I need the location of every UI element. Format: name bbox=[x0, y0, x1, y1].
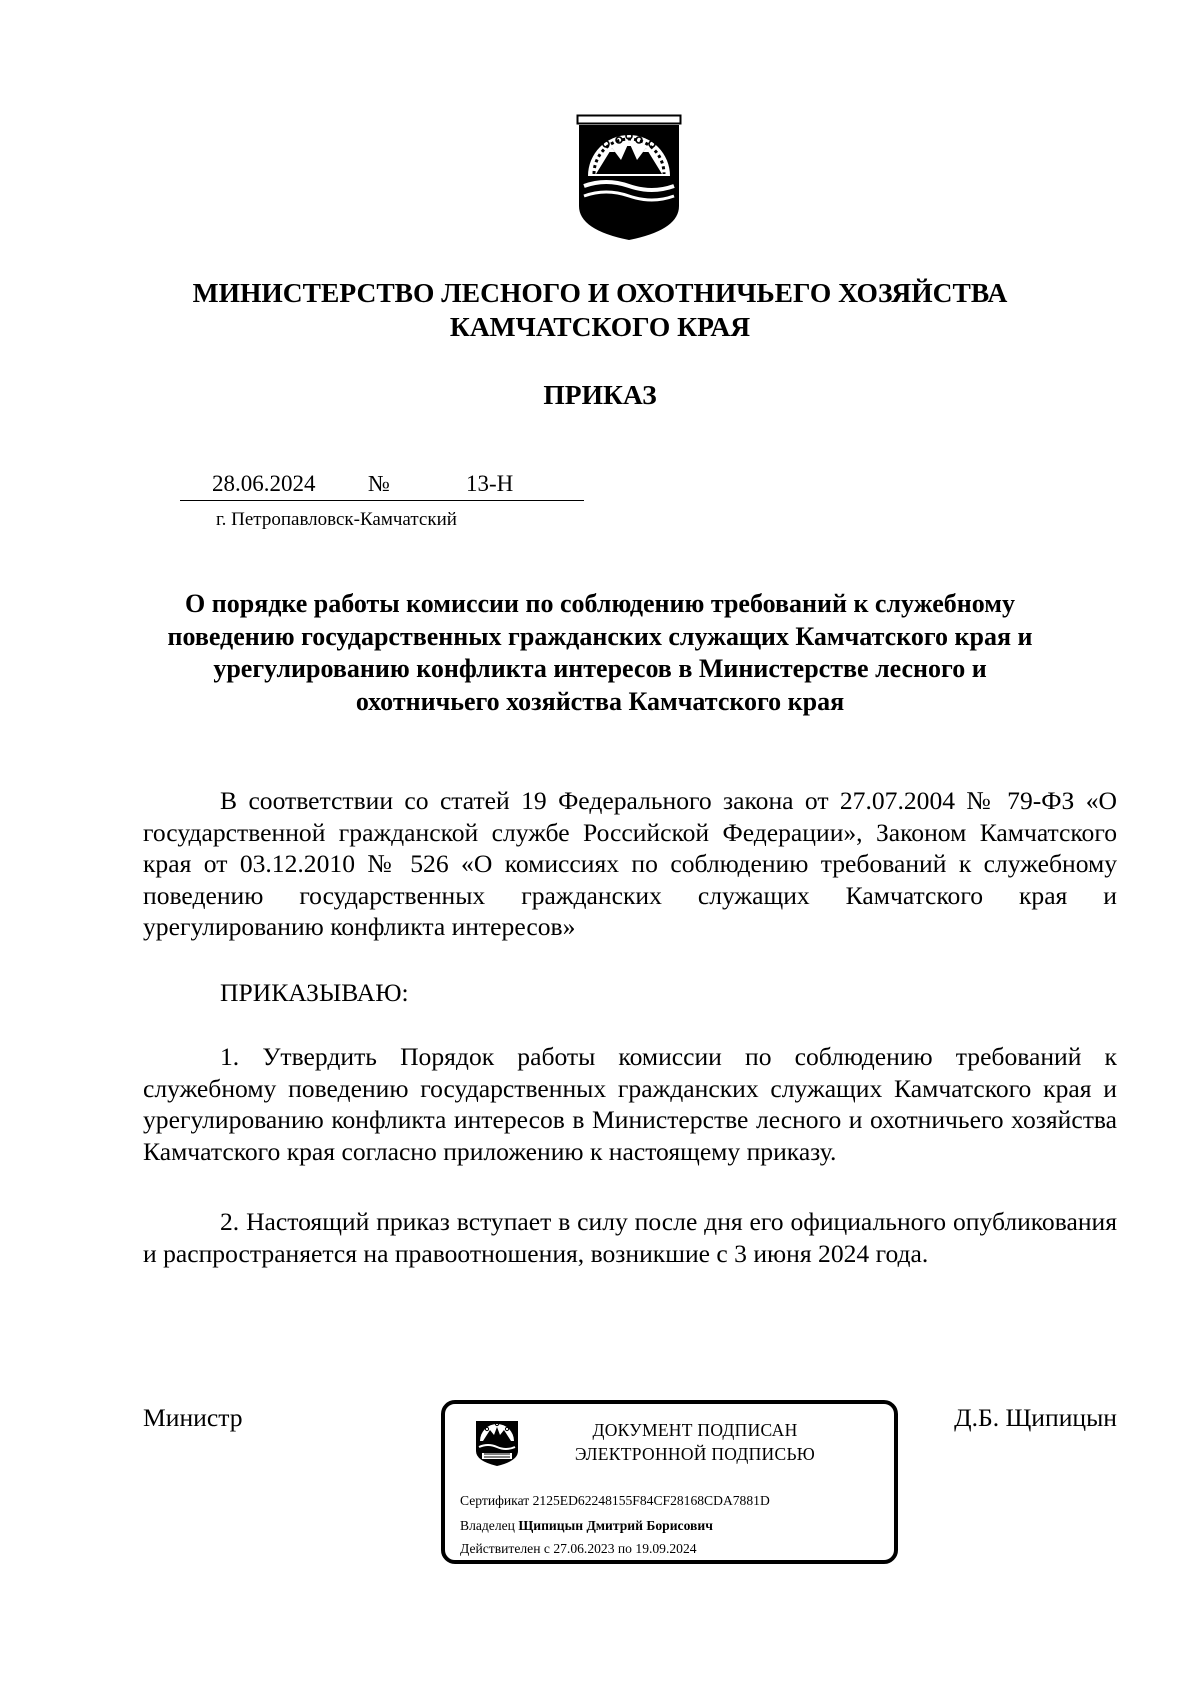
owner-value: Щипицын Дмитрий Борисович bbox=[518, 1518, 713, 1533]
ministry-name-line1: МИНИСТЕРСТВО ЛЕСНОГО И ОХОТНИЧЬЕГО ХОЗЯЙСТВА bbox=[192, 277, 1008, 308]
stamp-title-line1: ДОКУМЕНТ ПОДПИСАН bbox=[592, 1420, 798, 1440]
valid-to: 19.09.2024 bbox=[635, 1541, 697, 1556]
subject-line3: урегулированию конфликта интересов в Министерстве лесного и bbox=[213, 654, 987, 683]
kamchatka-emblem-icon bbox=[474, 1417, 520, 1467]
ministry-name-line2: КАМЧАТСКОГО КРАЯ bbox=[449, 311, 751, 342]
valid-to-label: по bbox=[617, 1541, 632, 1556]
stamp-certificate bbox=[460, 1492, 770, 1510]
subject-line4: охотничьего хозяйства Камчатского края bbox=[355, 686, 845, 716]
order-item-2: 2. Настоящий приказ вступает в силу после дня его официального опубликования и распространяется на правоотношения, возникшие с 3 июня 2024 года. bbox=[143, 1207, 1117, 1268]
kamchatka-coat-of-arms-icon bbox=[576, 114, 682, 242]
document-number: 13-Н bbox=[466, 471, 514, 496]
document-subject bbox=[120, 588, 1080, 718]
number-sign: № bbox=[368, 471, 390, 496]
document-date: 28.06.2024 bbox=[212, 471, 316, 496]
stamp-title-line2: ЭЛЕКТРОННОЙ ПОДПИСЬЮ bbox=[574, 1444, 816, 1464]
date-number-underline bbox=[180, 500, 584, 501]
document-city: г. Петропавловск-Камчатский bbox=[216, 509, 457, 530]
subject-line1: О порядке работы комиссии по соблюдению требований к служебному bbox=[185, 589, 1015, 618]
signatory-name: Д.Б. Щипицын bbox=[954, 1403, 1117, 1432]
subject-line2: поведению государственных гражданских служащих Камчатского края и bbox=[167, 621, 1033, 651]
certificate-value: 2125ED62248155F84CF28168CDA7881D bbox=[532, 1493, 770, 1508]
stamp-owner bbox=[460, 1517, 713, 1535]
certificate-label: Сертификат bbox=[460, 1493, 530, 1508]
valid-label: Действителен с bbox=[460, 1541, 550, 1556]
preamble-paragraph: В соответствии со статей 19 Федерального закона от 27.07.2004 № 79-ФЗ «О государственной гражданской службе Российской Федерации», Законом Камчатского края от 03.12.2010 № 526 «О комиссиях по соблюдению требований к служебному поведению государственных гражданских служащих Камчатского края и урегулированию конфликта интересов» bbox=[143, 786, 1117, 941]
stamp-title bbox=[535, 1418, 855, 1466]
owner-label: Владелец bbox=[460, 1518, 515, 1533]
order-item-1: 1. Утвердить Порядок работы комиссии по соблюдению требований к служебному поведению государственных гражданских служащих Камчатского края и урегулированию конфликта интересов в Министерстве лесного и охотничьего хозяйства Камчатского края согласно приложению к настоящему приказу. bbox=[143, 1042, 1117, 1166]
ministry-name bbox=[100, 276, 1100, 344]
document-type: ПРИКАЗ bbox=[543, 379, 657, 410]
electronic-signature-stamp bbox=[441, 1400, 898, 1564]
signatory-position: Министр bbox=[143, 1403, 243, 1432]
order-verb: ПРИКАЗЫВАЮ: bbox=[220, 978, 409, 1007]
valid-from: 27.06.2023 bbox=[553, 1541, 615, 1556]
stamp-validity bbox=[460, 1540, 697, 1558]
